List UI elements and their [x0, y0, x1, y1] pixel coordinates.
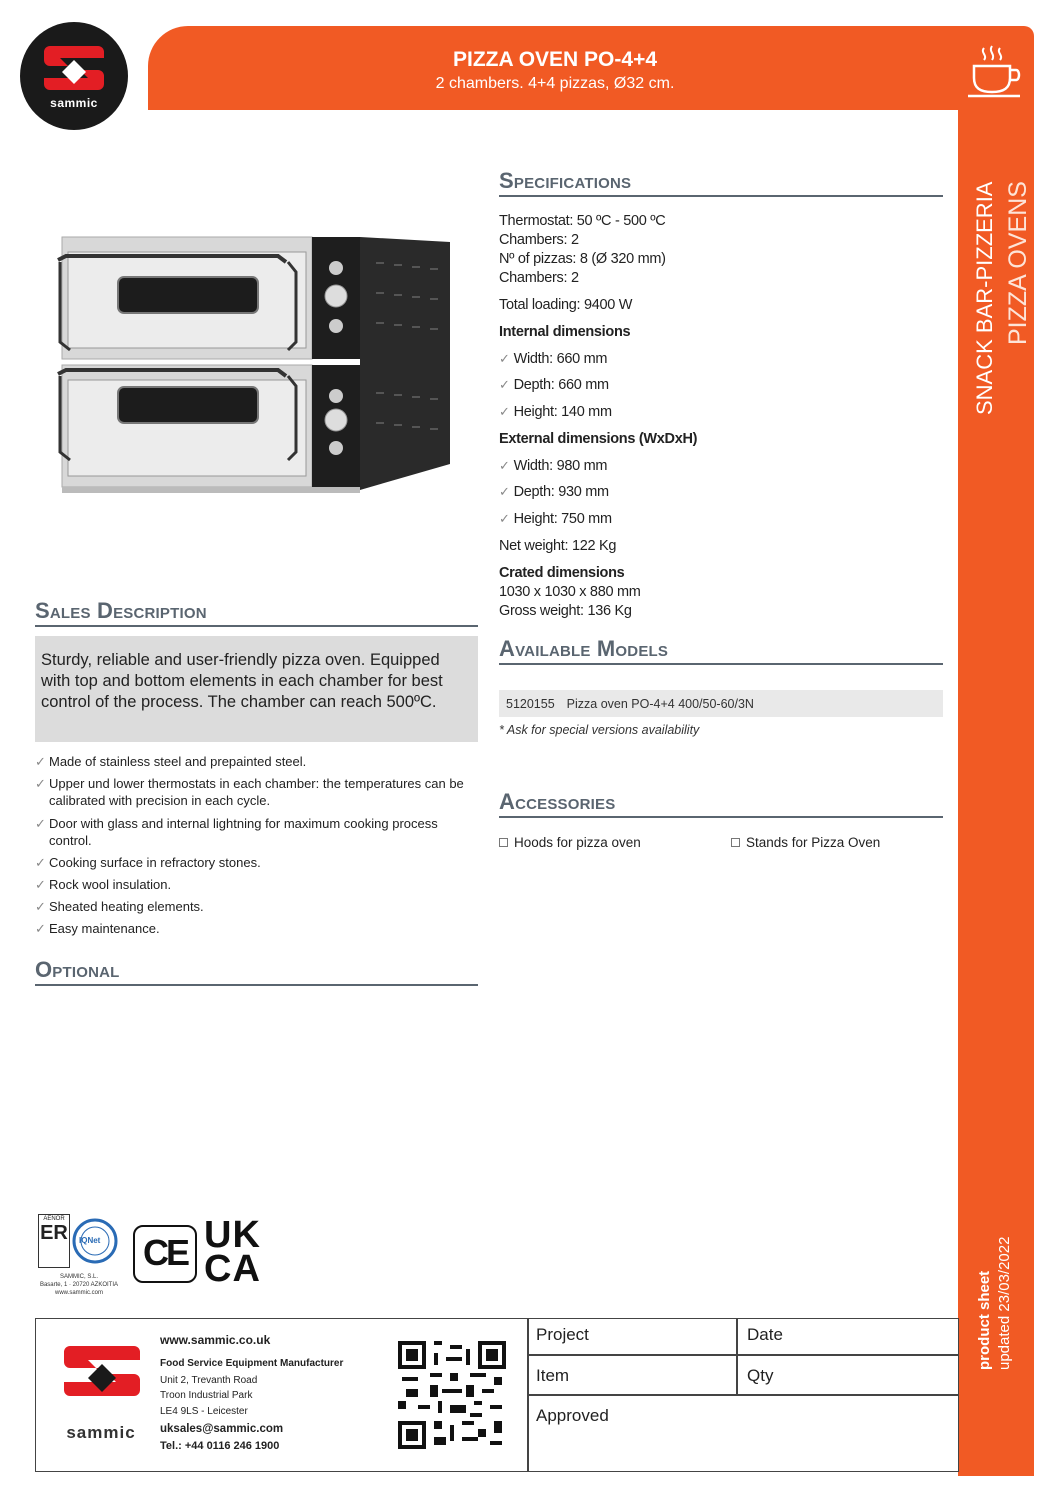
spec-chambers: Chambers: 2	[499, 232, 579, 248]
check-icon: ✓	[35, 776, 46, 791]
model-code: 5120155	[506, 697, 555, 711]
footer-logo-word: sammic	[66, 1423, 136, 1442]
check-icon: ✓	[35, 921, 46, 936]
cert-company: SAMMIC, S.L.	[59, 1274, 98, 1280]
sammic-logo-mark-icon	[20, 22, 128, 130]
coffee-cup-icon	[964, 42, 1026, 102]
sammic-logo	[20, 22, 128, 130]
check-icon: ✓	[499, 377, 510, 392]
cert-web: www.sammic.com	[54, 1290, 103, 1296]
accessories-heading: Accessories	[499, 789, 943, 818]
footer-email[interactable]: uksales@sammic.com	[160, 1423, 284, 1435]
internal-dimensions-heading: Internal dimensions	[499, 324, 631, 340]
sales-summary: Sturdy, reliable and user-friendly pizza oven. Equipped with top and bottom elements in each chamber for best control of the process. The chamber can reach 500ºC.	[35, 636, 478, 742]
check-icon: ✓	[499, 484, 510, 499]
qty-field-label: Qty	[747, 1366, 774, 1385]
sheet-label: product sheet	[976, 1270, 993, 1370]
aenor-er-badge: AENOR ER	[38, 1214, 70, 1268]
page-subtitle: 2 chambers. 4+4 pizzas, Ø32 cm.	[435, 75, 675, 92]
pizza-oven-image	[40, 232, 460, 502]
model-description: Pizza oven PO-4+4 400/50-60/3N	[566, 697, 754, 711]
iqnet-label: IQNet	[79, 1236, 101, 1245]
check-icon: ✓	[35, 816, 46, 831]
feature-item: ✓ Upper und lower thermostats in each chamber: the temperatures can be calibrated with precision in each cycle.	[35, 776, 464, 808]
footer-divider	[527, 1354, 959, 1356]
ukca-mark: UK CA	[204, 1214, 261, 1290]
date-field-label: Date	[747, 1325, 783, 1344]
category-label: SNACK BAR-PIZZERIA	[972, 181, 997, 415]
sammic-footer-logo-icon	[60, 1342, 144, 1420]
spec-net-weight: Net weight: 122 Kg	[499, 538, 617, 554]
qr-code-icon[interactable]	[398, 1341, 506, 1449]
model-row	[499, 690, 943, 717]
external-height: ✓ Height: 750 mm	[499, 511, 612, 527]
check-icon: ✓	[35, 754, 46, 769]
check-icon: ✓	[499, 404, 510, 419]
specifications-heading: Specifications	[499, 168, 943, 197]
feature-item: ✓ Cooking surface in refractory stones.	[35, 855, 261, 870]
page-title: PIZZA OVEN PO-4+4	[452, 48, 658, 71]
check-icon: ✓	[35, 899, 46, 914]
optional-heading: Optional	[35, 957, 478, 986]
footer-website[interactable]: www.sammic.co.uk	[160, 1333, 271, 1347]
check-icon: ✓	[35, 855, 46, 870]
updated-label: updated 23/03/2022	[996, 1236, 1013, 1370]
models-heading: Available Models	[499, 636, 943, 665]
feature-item: ✓ Door with glass and internal lightning for maximum cooking process control.	[35, 816, 438, 848]
check-icon: ✓	[499, 458, 510, 473]
item-field-label: Item	[536, 1366, 570, 1385]
sales-heading: Sales Description	[35, 598, 478, 627]
spec-chambers-repeat: Chambers: 2	[499, 270, 579, 286]
feature-item: ✓ Rock wool insulation.	[35, 877, 172, 892]
footer-address-line: LE4 9LS - Leicester	[160, 1406, 248, 1417]
spec-crated: 1030 x 1030 x 880 mm	[499, 584, 641, 600]
external-dimensions-heading: External dimensions (WxDxH)	[499, 431, 698, 447]
feature-item: ✓ Made of stainless steel and prepainted steel.	[35, 754, 307, 769]
feature-item: ✓ Sheated heating elements.	[35, 899, 204, 914]
spec-pizzas: Nº of pizzas: 8 (Ø 320 mm)	[499, 251, 666, 267]
external-width: ✓ Width: 980 mm	[499, 458, 608, 474]
internal-depth: ✓ Depth: 660 mm	[499, 377, 609, 393]
check-icon: ✓	[35, 877, 46, 892]
feature-item: ✓ Easy maintenance.	[35, 921, 160, 936]
project-field-label: Project	[536, 1325, 589, 1344]
ce-mark: CE	[133, 1225, 197, 1283]
footer-phone: Tel.: +44 0116 246 1900	[160, 1440, 280, 1452]
spec-total-loading: Total loading: 9400 W	[499, 297, 633, 313]
spec-gross-weight: Gross weight: 136 Kg	[499, 603, 632, 619]
internal-height: ✓ Height: 140 mm	[499, 404, 612, 420]
external-depth: ✓ Depth: 930 mm	[499, 484, 609, 500]
checkbox-icon	[731, 838, 740, 847]
accessory-item: Stands for Pizza Oven	[731, 835, 880, 850]
crated-dimensions-heading: Crated dimensions	[499, 565, 625, 581]
footer-tagline: Food Service Equipment Manufacturer	[160, 1358, 344, 1369]
internal-width: ✓ Width: 660 mm	[499, 351, 608, 367]
models-note: * Ask for special versions availability	[499, 723, 700, 737]
footer-divider	[736, 1318, 738, 1394]
logo-word: sammic	[50, 96, 98, 110]
footer-address-line: Unit 2, Trevanth Road	[160, 1375, 258, 1386]
footer-address-line: Troon Industrial Park	[160, 1390, 253, 1401]
cert-address: Basarte, 1 · 20720 AZKOITIA	[39, 1282, 119, 1288]
check-icon: ✓	[499, 511, 510, 526]
checkbox-icon	[499, 838, 508, 847]
approved-field-label: Approved	[536, 1406, 609, 1425]
subcategory-label: PIZZA OVENS	[1004, 181, 1032, 345]
spec-thermostat: Thermostat: 50 ºC - 500 ºC	[499, 213, 666, 229]
footer-divider	[527, 1394, 959, 1396]
accessory-item: Hoods for pizza oven	[499, 835, 641, 850]
check-icon: ✓	[499, 351, 510, 366]
